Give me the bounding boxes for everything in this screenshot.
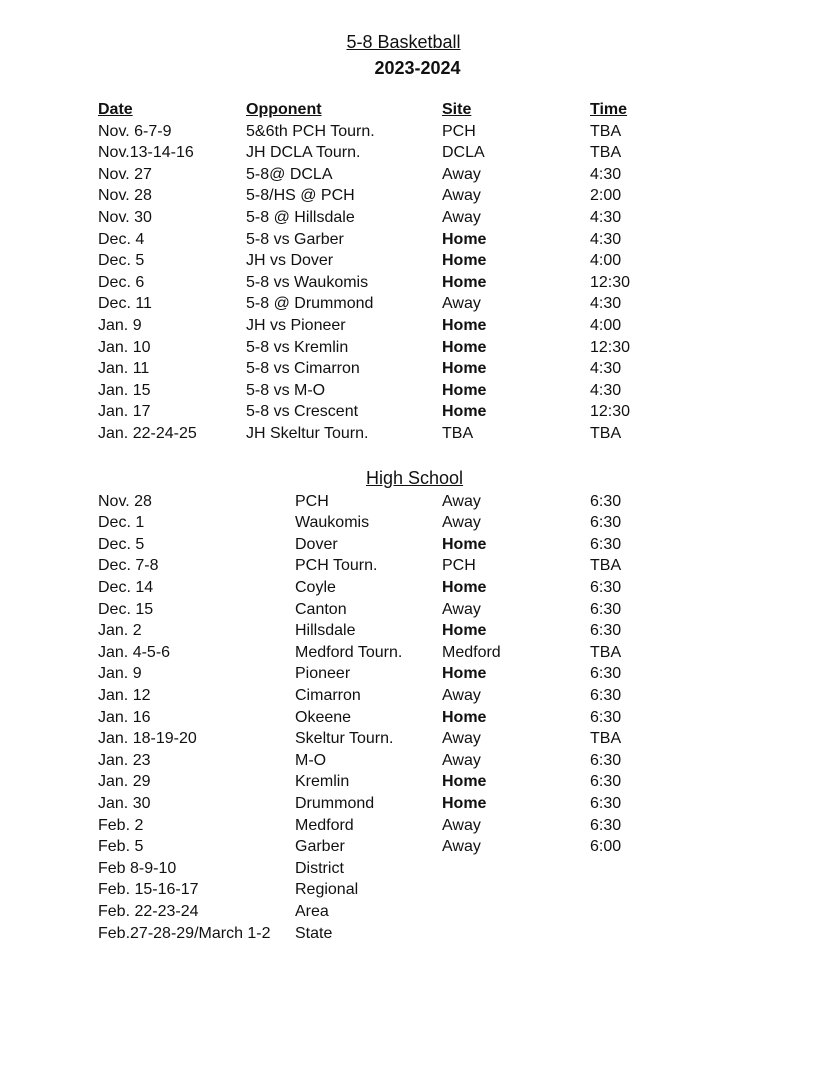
- table-row: [0, 836, 835, 858]
- game-time: 4:30: [590, 208, 622, 226]
- table-row: [0, 793, 835, 815]
- game-date: Dec. 7-8: [98, 557, 159, 575]
- table-row: [0, 164, 835, 186]
- game-site: Away: [442, 514, 481, 532]
- game-time: 4:00: [590, 316, 622, 334]
- table-row: [0, 642, 835, 664]
- game-time: 6:30: [590, 773, 622, 791]
- game-date: Dec. 14: [98, 578, 154, 596]
- game-date: Feb. 5: [98, 838, 144, 856]
- game-site: Away: [442, 187, 481, 205]
- game-opponent: Drummond: [295, 794, 375, 812]
- game-opponent: Regional: [295, 881, 359, 899]
- game-opponent: State: [295, 924, 333, 942]
- game-date: Feb 8-9-10: [98, 859, 177, 877]
- game-site: Away: [442, 751, 481, 769]
- game-time: 4:30: [590, 165, 622, 183]
- game-opponent: JH DCLA Tourn.: [246, 144, 361, 162]
- game-time: 4:30: [590, 295, 622, 313]
- game-date: Dec. 11: [98, 295, 152, 313]
- game-site: Home: [442, 794, 487, 812]
- table-row: [0, 358, 835, 380]
- game-opponent: 5-8/HS @ PCH: [246, 187, 355, 205]
- game-date: Jan. 2: [98, 622, 142, 640]
- table-row: [0, 879, 835, 901]
- table-row: [0, 337, 835, 359]
- game-opponent: 5-8 vs M-O: [246, 381, 326, 399]
- table-row: [0, 599, 835, 621]
- game-date: Nov. 27: [98, 165, 152, 183]
- table-row: [0, 315, 835, 337]
- game-date: Nov. 28: [98, 187, 152, 205]
- table-row: [0, 685, 835, 707]
- header-site: Site: [442, 101, 472, 118]
- game-site: Home: [442, 381, 487, 399]
- game-opponent: 5-8 @ Drummond: [246, 295, 374, 313]
- table-row: [0, 423, 835, 445]
- game-opponent: Pioneer: [295, 665, 351, 683]
- game-time: 6:30: [590, 578, 622, 596]
- game-opponent: Garber: [295, 838, 345, 856]
- game-date: Jan. 30: [98, 794, 151, 812]
- game-opponent: M-O: [295, 751, 327, 769]
- game-date: Jan. 12: [98, 686, 151, 704]
- game-date: Jan. 9: [98, 665, 142, 683]
- game-site: Home: [442, 252, 487, 270]
- game-opponent: JH vs Pioneer: [246, 316, 346, 334]
- game-date: Dec. 4: [98, 230, 145, 248]
- table-row: [0, 380, 835, 402]
- game-date: Feb. 2: [98, 816, 144, 834]
- game-site: Away: [442, 208, 481, 226]
- table-row: [0, 534, 835, 556]
- game-opponent: Coyle: [295, 578, 336, 596]
- table-row: [0, 620, 835, 642]
- game-date: Jan. 9: [98, 316, 142, 334]
- game-date: Jan. 17: [98, 403, 151, 421]
- game-date: Jan. 23: [98, 751, 151, 769]
- game-time: 6:30: [590, 751, 622, 769]
- header-date: Date: [98, 101, 133, 118]
- game-site: Away: [442, 295, 481, 313]
- table-row: [0, 815, 835, 837]
- game-date: Feb. 22-23-24: [98, 902, 199, 920]
- game-opponent: Skeltur Tourn.: [295, 730, 394, 748]
- game-opponent: 5-8 vs Waukomis: [246, 273, 369, 291]
- game-time: 6:30: [590, 492, 622, 510]
- game-time: TBA: [590, 122, 622, 140]
- game-opponent: JH vs Dover: [246, 252, 334, 270]
- game-time: 6:30: [590, 600, 622, 618]
- game-time: TBA: [590, 557, 622, 575]
- game-site: Home: [442, 338, 487, 356]
- game-date: Jan. 15: [98, 381, 151, 399]
- game-site: Medford: [442, 643, 501, 661]
- game-time: TBA: [590, 730, 622, 748]
- game-date: Feb. 15-16-17: [98, 881, 199, 899]
- game-time: 12:30: [590, 338, 631, 356]
- game-time: 2:00: [590, 187, 622, 205]
- game-time: 4:30: [590, 360, 622, 378]
- header-time: Time: [590, 101, 628, 118]
- game-opponent: PCH Tourn.: [295, 557, 378, 575]
- game-time: 4:30: [590, 381, 622, 399]
- game-site: Away: [442, 816, 481, 834]
- game-date: Nov. 30: [98, 208, 152, 226]
- header-opponent: Opponent: [246, 101, 322, 118]
- game-opponent: Medford: [295, 816, 354, 834]
- game-opponent: PCH: [295, 492, 329, 510]
- table-row: [0, 707, 835, 729]
- game-date: Jan. 10: [98, 338, 151, 356]
- table-row: [0, 750, 835, 772]
- game-opponent: Cimarron: [295, 686, 361, 704]
- game-opponent: Medford Tourn.: [295, 643, 403, 661]
- table-row: [0, 272, 835, 294]
- game-time: TBA: [590, 424, 622, 442]
- game-opponent: Kremlin: [295, 773, 350, 791]
- game-site: Home: [442, 622, 487, 640]
- game-site: Away: [442, 492, 481, 510]
- game-date: Jan. 4-5-6: [98, 643, 171, 661]
- table-row: [0, 555, 835, 577]
- game-opponent: Waukomis: [295, 514, 370, 532]
- table-header: [0, 99, 835, 121]
- game-opponent: JH Skeltur Tourn.: [246, 424, 369, 442]
- table-row: [0, 663, 835, 685]
- table-row: [0, 121, 835, 143]
- game-opponent: Canton: [295, 600, 347, 618]
- game-time: 6:30: [590, 708, 622, 726]
- game-time: 4:30: [590, 230, 622, 248]
- game-site: Home: [442, 360, 487, 378]
- table-row: [0, 923, 835, 945]
- game-site: PCH: [442, 557, 476, 575]
- game-date: Jan. 29: [98, 773, 151, 791]
- high-school-heading: High School: [366, 468, 464, 488]
- game-site: Home: [442, 535, 487, 553]
- table-row: [0, 491, 835, 513]
- game-time: 6:30: [590, 514, 622, 532]
- game-opponent: 5-8@ DCLA: [246, 165, 333, 183]
- game-time: 6:30: [590, 816, 622, 834]
- game-date: Feb.27-28-29/March 1-2: [98, 924, 271, 942]
- game-site: Away: [442, 686, 481, 704]
- game-site: Away: [442, 838, 481, 856]
- game-opponent: District: [295, 859, 344, 877]
- game-site: Home: [442, 773, 487, 791]
- game-time: 6:30: [590, 665, 622, 683]
- table-row: [0, 185, 835, 207]
- game-date: Dec. 5: [98, 252, 145, 270]
- game-site: Home: [442, 230, 487, 248]
- game-site: Home: [442, 578, 487, 596]
- game-opponent: 5-8 vs Crescent: [246, 403, 359, 421]
- game-date: Nov. 6-7-9: [98, 122, 172, 140]
- game-site: Away: [442, 600, 481, 618]
- table-row: [0, 771, 835, 793]
- game-site: TBA: [442, 424, 474, 442]
- game-site: Home: [442, 403, 487, 421]
- game-date: Dec. 6: [98, 273, 145, 291]
- table-row: [0, 293, 835, 315]
- game-opponent: 5&6th PCH Tourn.: [246, 122, 375, 140]
- game-time: 6:30: [590, 686, 622, 704]
- game-time: TBA: [590, 643, 622, 661]
- game-opponent: 5-8 @ Hillsdale: [246, 208, 355, 226]
- game-date: Jan. 16: [98, 708, 151, 726]
- table-row: [0, 577, 835, 599]
- table-row: [0, 901, 835, 923]
- game-time: 4:00: [590, 252, 622, 270]
- game-opponent: Area: [295, 902, 329, 920]
- game-opponent: Hillsdale: [295, 622, 356, 640]
- game-date: Dec. 1: [98, 514, 145, 532]
- game-site: Home: [442, 273, 487, 291]
- page-title: 5-8 Basketball: [346, 32, 461, 52]
- table-row: [0, 728, 835, 750]
- game-site: Away: [442, 165, 481, 183]
- game-site: Home: [442, 665, 487, 683]
- game-date: Jan. 11: [98, 360, 150, 378]
- table-row: [0, 207, 835, 229]
- game-opponent: 5-8 vs Kremlin: [246, 338, 349, 356]
- game-time: 6:30: [590, 622, 622, 640]
- game-date: Jan. 18-19-20: [98, 730, 197, 748]
- table-row: [0, 250, 835, 272]
- game-opponent: Dover: [295, 535, 338, 553]
- game-site: Away: [442, 730, 481, 748]
- game-time: 6:00: [590, 838, 622, 856]
- game-date: Nov. 28: [98, 492, 152, 510]
- table-row: [0, 229, 835, 251]
- game-opponent: 5-8 vs Garber: [246, 230, 344, 248]
- game-date: Nov.13-14-16: [98, 144, 194, 162]
- game-time: 12:30: [590, 273, 631, 291]
- table-row: [0, 858, 835, 880]
- game-site: PCH: [442, 122, 476, 140]
- table-row: [0, 401, 835, 423]
- game-site: Home: [442, 708, 487, 726]
- game-opponent: Okeene: [295, 708, 352, 726]
- game-time: 6:30: [590, 535, 622, 553]
- game-site: DCLA: [442, 144, 485, 162]
- game-date: Dec. 5: [98, 535, 145, 553]
- game-time: 6:30: [590, 794, 622, 812]
- game-site: Home: [442, 316, 487, 334]
- game-time: 12:30: [590, 403, 631, 421]
- game-time: TBA: [590, 144, 622, 162]
- table-row: [0, 142, 835, 164]
- season-subtitle: 2023-2024: [374, 58, 461, 78]
- game-date: Jan. 22-24-25: [98, 424, 197, 442]
- game-opponent: 5-8 vs Cimarron: [246, 360, 360, 378]
- table-row: [0, 512, 835, 534]
- game-date: Dec. 15: [98, 600, 154, 618]
